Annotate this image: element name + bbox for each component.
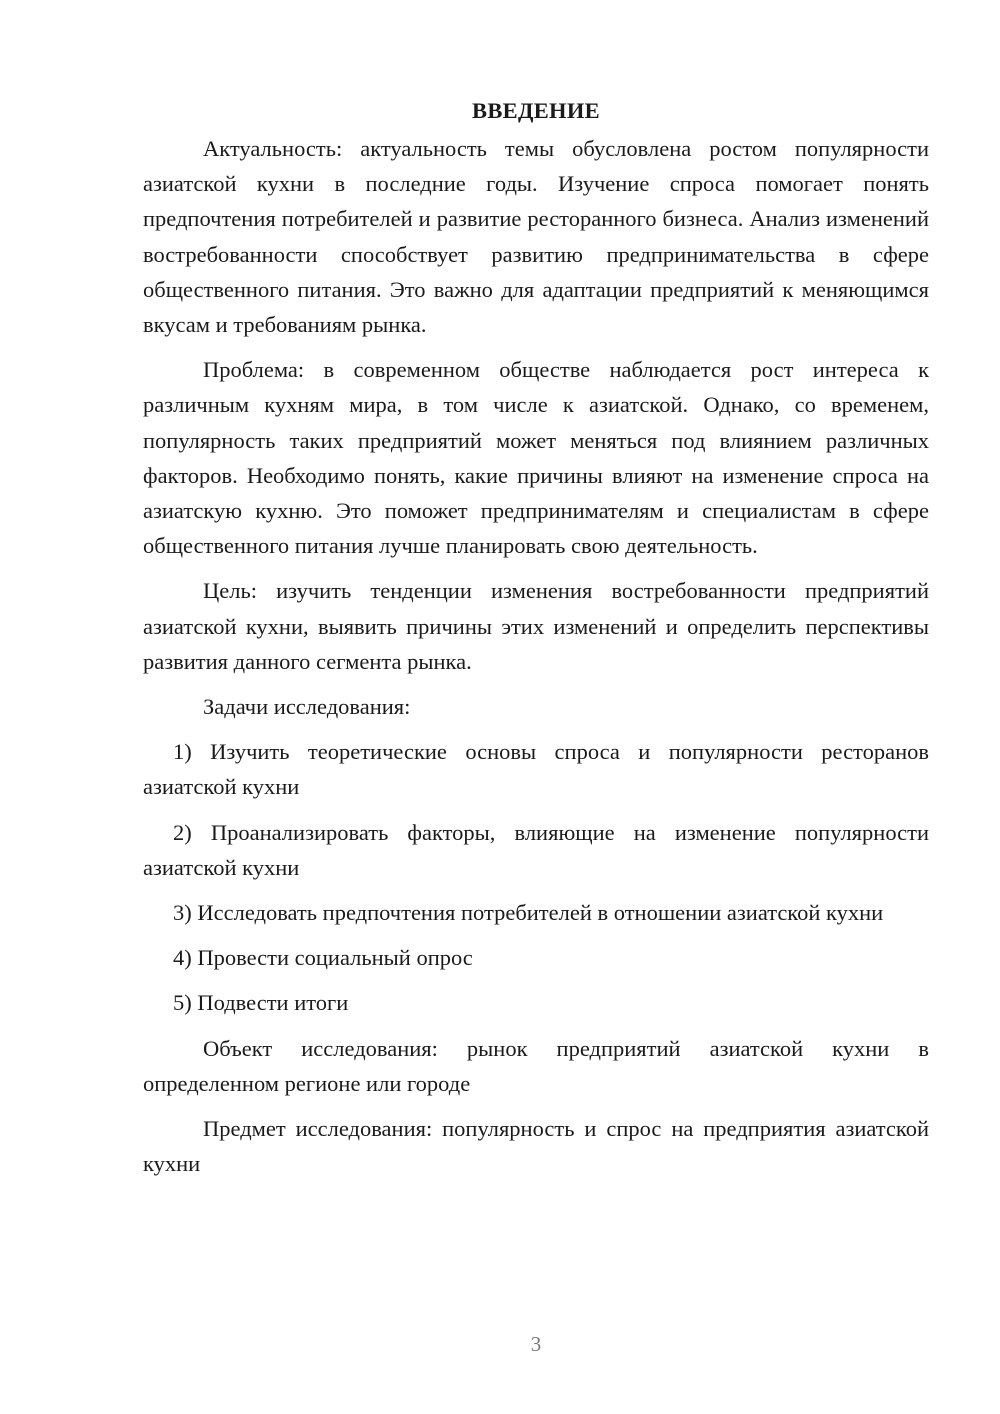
page-title: ВВЕДЕНИЕ bbox=[472, 98, 600, 123]
task-item-5: 5) Подвести итоги bbox=[173, 990, 349, 1016]
subject-paragraph: Предмет исследования: популярность и спрос на предприятия азиатской кухни bbox=[143, 1116, 929, 1177]
task-item-1: 1) Изучить теоретические основы спроса и популярности ресторанов азиатской кухни bbox=[143, 739, 929, 800]
tasks-heading: Задачи исследования: bbox=[203, 694, 411, 720]
problem-paragraph: Проблема: в современном обществе наблюдается рост интереса к различным кухням мира, в том числе к азиатской. Однако, со временем, популярность таких предприятий может меняться под влиянием различных факторов. Необходимо понять, какие причины влияют на изменение спроса на азиатскую кухню. Это поможет предпринимателям и специалистам в сфере общественного питания лучше планировать свою деятельность. bbox=[143, 357, 929, 559]
document-page bbox=[143, 96, 929, 1191]
task-item-2: 2) Проанализировать факторы, влияющие на изменение популярности азиатской кухни bbox=[143, 819, 929, 880]
task-item-4: 4) Провести социальный опрос bbox=[173, 945, 473, 971]
relevance-paragraph: Актуальность: актуальность темы обусловлена ростом популярности азиатской кухни в последние годы. Изучение спроса помогает понять предпочтения потребителей и развитие ресторанного бизнеса. Анализ изменений востребованности способствует развитию предпринимательства в сфере общественного питания. Это важно для адаптации предприятий к меняющимся вкусам и требованиям рынка. bbox=[143, 136, 929, 338]
page-number: 3 bbox=[530, 1332, 542, 1356]
goal-paragraph: Цель: изучить тенденции изменения востребованности предприятий азиатской кухни, выявить причины этих изменений и определить перспективы развития данного сегмента рынка. bbox=[143, 578, 929, 674]
object-paragraph: Объект исследования: рынок предприятий азиатской кухни в определенном регионе или городе bbox=[143, 1035, 929, 1096]
task-item-3: 3) Исследовать предпочтения потребителей в отношении азиатской кухни bbox=[173, 900, 884, 926]
